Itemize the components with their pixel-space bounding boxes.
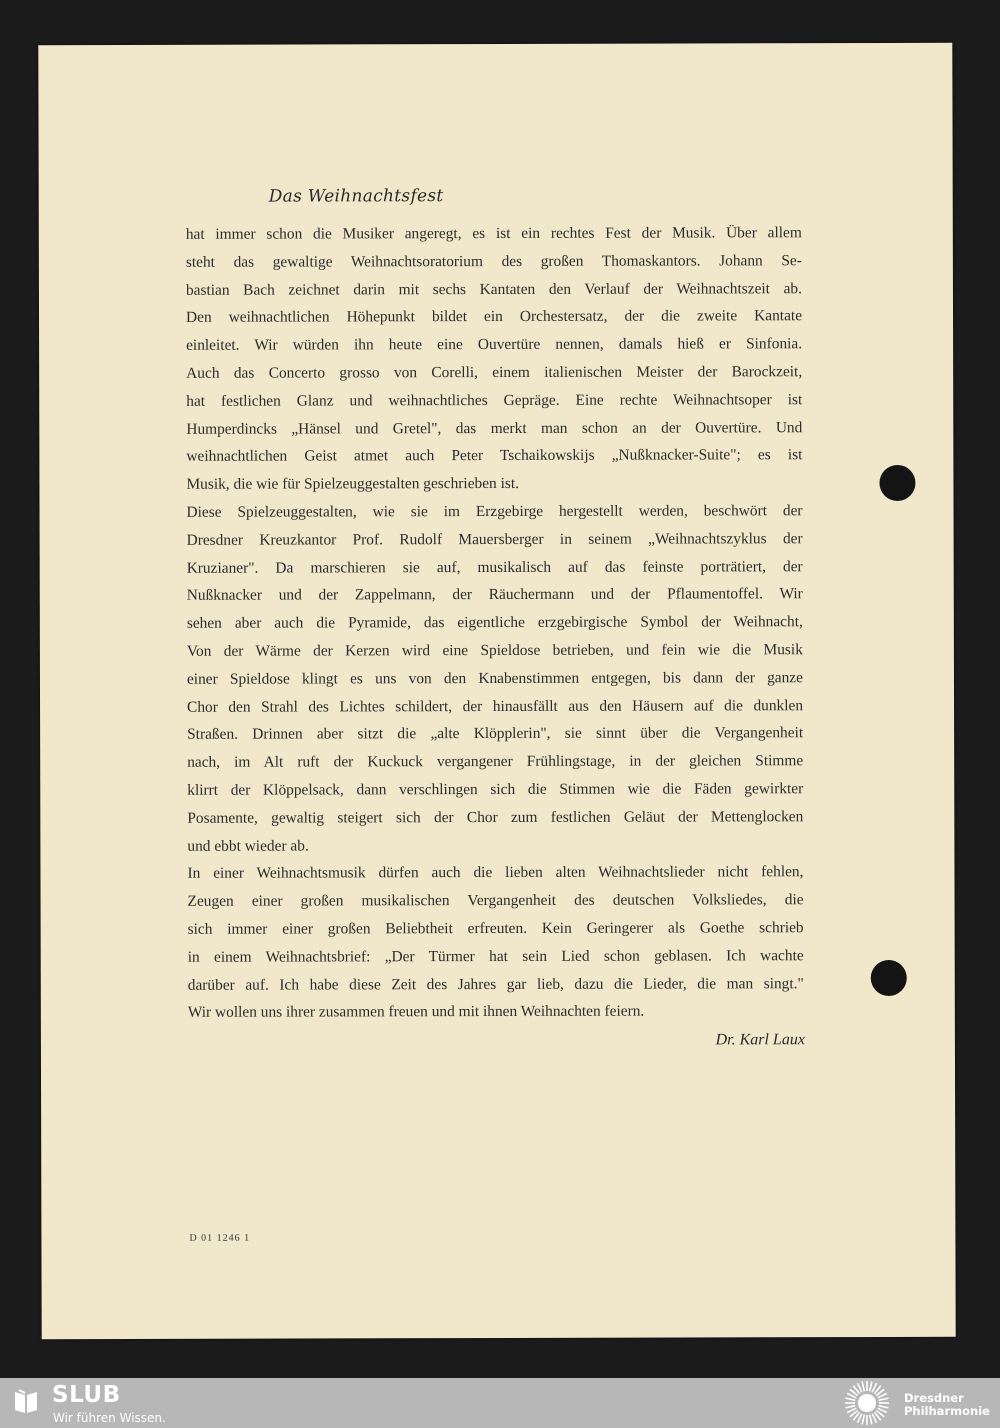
text-line: Humperdincks „Hänsel und Gretel", das merkt man schon an der Ouvertüre. Und xyxy=(186,418,803,438)
text-line: Dresdner Kreuzkantor Prof. Rudolf Mauersberger in seinem „Weihnachtszyklus der xyxy=(186,529,803,549)
text-line: sich immer einer großen Beliebtheit erfreuten. Kein Geringerer als Goethe schrieb xyxy=(187,919,804,938)
text-line: Den weihnachtlichen Höhepunkt bildet ein Orchestersatz, der die zweite Kantate xyxy=(185,307,803,327)
text-line: Musik, die wie für Spielzeuggestalten geschrieben ist. xyxy=(186,475,520,493)
document-page xyxy=(38,43,955,1339)
philharmonie-name xyxy=(904,1392,990,1418)
sunburst-ray xyxy=(870,1382,872,1392)
text-line: hat immer schon die Musiker angeregt, es ist ein rechtes Fest der Musik. Über allem xyxy=(185,224,802,243)
sunburst-logo-icon xyxy=(842,1380,892,1426)
document-body xyxy=(186,219,804,1027)
text-line: steht das gewaltige Weihnachtsoratorium des großen Thomaskantors. Johann Se- xyxy=(185,251,802,271)
philharmonie-name-line1: Dresdner xyxy=(904,1391,964,1405)
sunburst-ray xyxy=(846,1406,856,1408)
author-signature: Dr. Karl Laux xyxy=(715,1031,805,1049)
print-code: D 01 1246 1 xyxy=(189,1232,251,1244)
text-line: Diese Spielzeuggestalten, wie sie im Erzgebirge hergestellt werden, beschwört der xyxy=(186,502,803,521)
text-line: Zeugen einer großen musikalischen Vergangenheit des deutschen Volksliedes, die xyxy=(187,891,804,910)
slub-tagline: Wir führen Wissen. xyxy=(53,1411,166,1425)
sunburst-ray xyxy=(870,1415,872,1425)
text-line: klirrt der Klöppelsack, dann verschlingen sich die Stimmen wie die Fäden gewirkter xyxy=(187,780,804,799)
text-line: Nußknacker und der Zappelmann, der Räuchermann und der Pflaumentoffel. Wir xyxy=(186,585,803,605)
philharmonie-name-line2: Philharmonie xyxy=(904,1404,990,1418)
sunburst-ray xyxy=(862,1382,864,1392)
text-line: In einer Weihnachtsmusik dürfen auch die lieben alten Weihnachtslieder nicht fehlen, xyxy=(187,863,804,883)
sunburst-ray xyxy=(846,1398,856,1400)
text-line: Auch das Concerto grosso von Corelli, einem italienischen Meister der Barockzeit, xyxy=(186,363,803,382)
slub-name: SLUB xyxy=(52,1382,121,1408)
text-line: einleitet. Wir würden ihn heute eine Ouvertüre nennen, damals hieß er Sinfonia. xyxy=(186,335,803,355)
punch-hole-lower xyxy=(871,960,907,996)
text-line: Straßen. Drinnen aber sitzt die „alte Klöpplerin", sie sinnt über die Vergangenheit xyxy=(187,724,804,744)
footer-bar xyxy=(0,1378,1000,1428)
text-line: und ebbt wieder ab. xyxy=(187,837,309,855)
text-line: darüber auf. Ich habe diese Zeit des Jahres gar lieb, dazu die Lieder, die man singt." xyxy=(187,974,804,994)
text-line: bastian Bach zeichnet darin mit sechs Kantaten den Verlauf der Weihnachtszeit ab. xyxy=(185,279,802,299)
sunburst-ray xyxy=(862,1415,864,1425)
book-icon xyxy=(12,1388,40,1416)
text-line: einer Spieldose klingt es uns von den Knabenstimmen entgegen, bis dann der ganze xyxy=(186,668,803,688)
text-line: hat festlichen Glanz und weihnachtliches Gepräge. Eine rechte Weihnachtsoper ist xyxy=(186,390,803,410)
text-line: Kruzianer". Da marschieren sie auf, musikalisch auf das feinste porträtiert, der xyxy=(186,557,803,577)
text-line: Von der Wärme der Kerzen wird eine Spieldose betrieben, und fein wie die Musik xyxy=(186,641,803,660)
text-line: Wir wollen uns ihrer zusammen freuen und mit ihnen Weihnachten feiern. xyxy=(187,1002,645,1022)
text-line: weihnachtlichen Geist atmet auch Peter Tschaikowskijs „Nußknacker-Suite"; es ist xyxy=(186,446,803,466)
text-line: sehen aber auch die Pyramide, das eigentliche erzgebirgische Symbol der Weihnacht, xyxy=(186,613,803,632)
text-line: Posamente, gewaltig steigert sich der Chor zum festlichen Geläut der Mettenglocken xyxy=(187,807,804,827)
punch-hole-upper xyxy=(879,465,915,501)
sunburst-ray xyxy=(879,1398,889,1400)
text-line: in einem Weihnachtsbrief: „Der Türmer hat sein Lied schon geblasen. Ich wachte xyxy=(187,946,804,966)
text-line: Chor den Strahl des Lichtes schildert, der hinausfällt aus den Häusern auf die dunklen xyxy=(187,696,804,716)
sunburst-ray xyxy=(879,1406,889,1408)
document-heading: Das Weihnachtsfest xyxy=(268,186,444,207)
text-line: nach, im Alt ruft der Kuckuck vergangener Frühlingstage, in der gleichen Stimme xyxy=(187,752,804,771)
